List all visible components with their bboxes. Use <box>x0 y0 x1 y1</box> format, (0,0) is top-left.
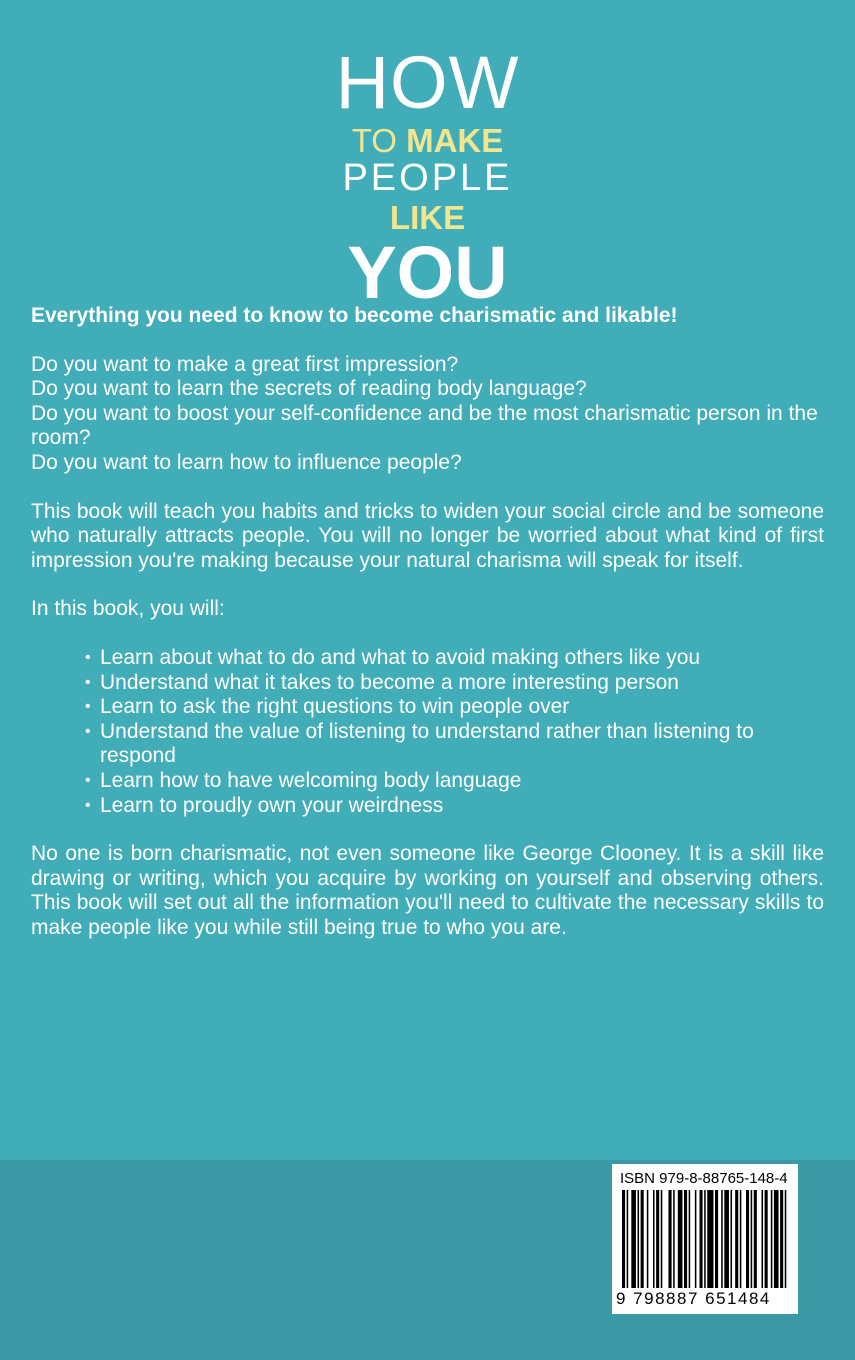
isbn-label: ISBN 979-8-88765-148-4 <box>620 1170 788 1187</box>
benefit-text: Learn to ask the right questions to win people over <box>100 695 570 719</box>
title-to-make <box>0 124 855 157</box>
back-cover-blurb <box>31 304 824 940</box>
benefit-text: Learn to proudly own your weirdness <box>100 793 444 817</box>
list-intro: In this book, you will: <box>31 597 225 621</box>
barcode-bar <box>678 1190 683 1288</box>
barcode-bar <box>740 1190 742 1288</box>
barcode-bar <box>669 1190 672 1288</box>
question-item: Do you want to learn how to influence people? <box>31 450 462 474</box>
bullet-dot-icon: • <box>85 796 91 814</box>
barcode-bar <box>631 1190 636 1288</box>
cover-title <box>0 40 855 314</box>
benefit-item <box>85 645 824 671</box>
barcode-bar <box>638 1190 640 1288</box>
barcode-bar <box>780 1190 783 1288</box>
bullet-dot-icon: • <box>85 722 91 740</box>
barcode-bar <box>684 1190 687 1288</box>
benefit-item <box>85 768 824 794</box>
barcode-bar <box>751 1190 753 1288</box>
benefit-text: Learn about what to do and what to avoid making others like you <box>100 645 701 669</box>
barcode-bar <box>707 1190 713 1288</box>
barcode-bar <box>689 1190 691 1288</box>
benefit-item <box>85 793 824 819</box>
closing-paragraph: No one is born charismatic, not even someone like George Clooney. It is a skill like drawing or writing, which you acquire by working on yourself and observing others. This book will set out all the information you'll need to cultivate the necessary skills to make people like you while still being true to who you are. <box>31 842 824 939</box>
barcode-bar <box>647 1190 649 1288</box>
isbn-barcode <box>612 1164 798 1314</box>
tagline: Everything you need to know to become charismatic and likable! <box>31 304 678 327</box>
title-how: HOW <box>335 41 520 124</box>
benefit-item <box>85 695 824 720</box>
benefit-text: Learn how to have welcoming body language <box>100 768 522 792</box>
barcode-bar <box>735 1190 738 1288</box>
barcode-bar <box>653 1190 655 1288</box>
barcode-bar <box>656 1190 659 1288</box>
benefit-text: Understand what it takes to become a more interesting person <box>100 670 679 694</box>
barcode-bar <box>673 1190 675 1288</box>
barcode-bar <box>641 1190 644 1288</box>
bullet-dot-icon: • <box>85 648 91 666</box>
barcode-bar <box>700 1190 703 1288</box>
barcode-bar <box>762 1190 764 1288</box>
barcode-bar <box>622 1190 625 1288</box>
barcode-bar <box>695 1190 697 1288</box>
barcode-bar <box>754 1190 757 1288</box>
title-to: TO <box>351 122 407 159</box>
barcode-bar <box>661 1190 663 1288</box>
question-item: Do you want to make a great first impression? <box>31 352 459 376</box>
title-like: LIKE <box>389 199 466 236</box>
bullet-dot-icon: • <box>85 771 91 789</box>
barcode-bar <box>731 1190 733 1288</box>
barcode-bar <box>774 1190 779 1288</box>
title-you: YOU <box>347 231 508 314</box>
barcode-bar <box>724 1190 729 1288</box>
barcode-bar <box>704 1190 706 1288</box>
barcode-bar <box>627 1190 629 1288</box>
intro-paragraph: This book will teach you habits and tricks to widen your social circle and be someone who naturally attracts people. You will no longer be worried about what kind of first impression you're making because your natural charisma will speak for itself. <box>31 499 824 572</box>
bullet-dot-icon: • <box>85 698 91 716</box>
benefit-item <box>85 670 824 696</box>
barcode-bar <box>765 1190 768 1288</box>
barcode-bar <box>721 1190 723 1288</box>
barcode-bar <box>746 1190 749 1288</box>
benefit-item <box>85 719 824 769</box>
ean-digits: 9 798887 651484 <box>616 1289 771 1308</box>
benefits-list <box>31 646 824 818</box>
barcode-bar <box>715 1190 718 1288</box>
question-item: Do you want to learn the secrets of reading body language? <box>31 377 587 401</box>
title-people: PEOPLE <box>342 157 513 199</box>
question-item: Do you want to boost your self-confidence and be the most charismatic person in the room? <box>31 401 818 450</box>
benefit-text: Understand the value of listening to understand rather than listening to respond <box>100 719 754 768</box>
barcode-bar <box>785 1190 787 1288</box>
barcode-bar <box>771 1190 773 1288</box>
question-list <box>31 353 824 476</box>
title-make: MAKE <box>406 122 504 159</box>
bullet-dot-icon: • <box>85 673 91 691</box>
barcode-bars <box>622 1190 788 1288</box>
